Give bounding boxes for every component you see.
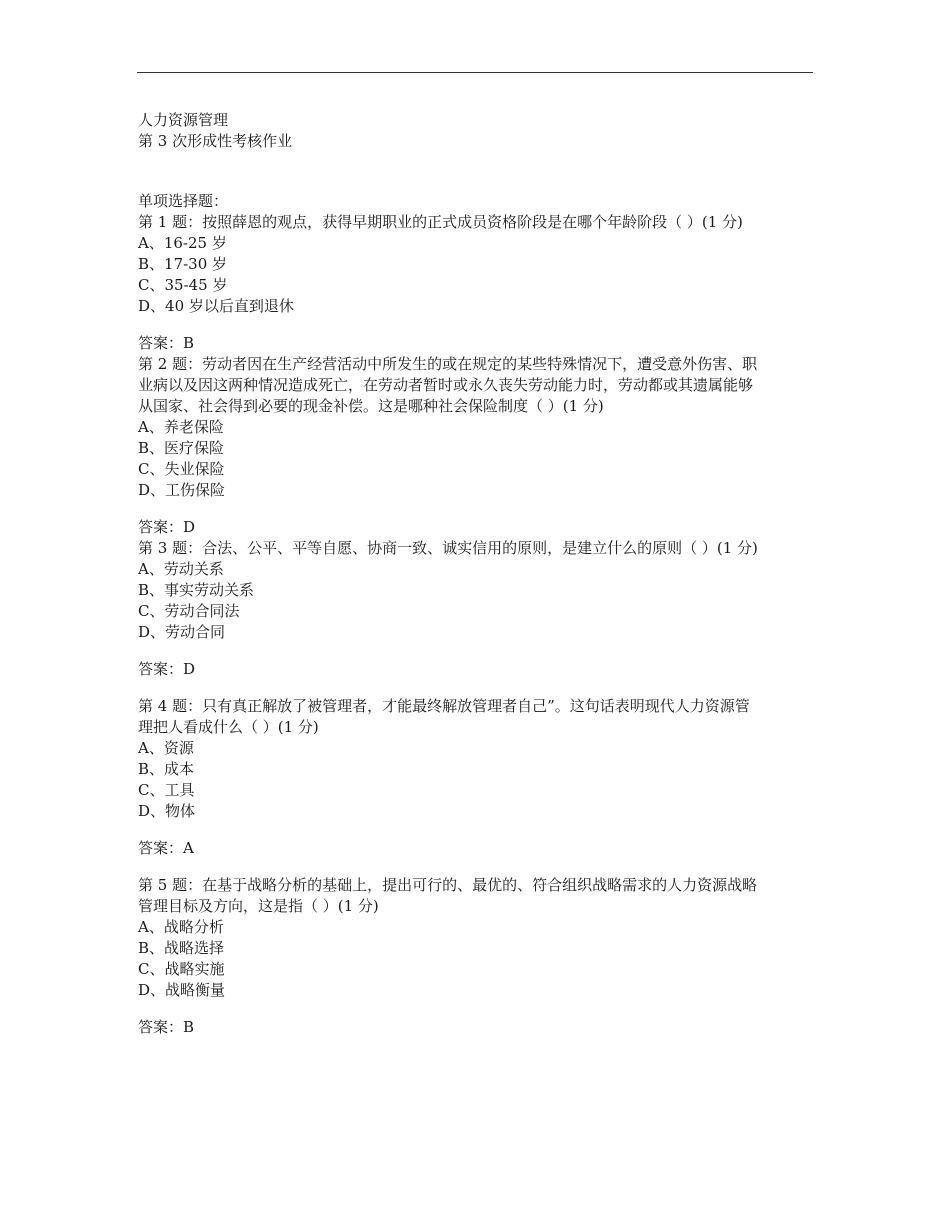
option-a: A、资源	[138, 739, 194, 757]
option-c: C、失业保险	[138, 460, 225, 478]
option-d: D、劳动合同	[138, 623, 226, 641]
question-stem-line-3: 从国家、社会得到必要的现金补偿。这是哪种社会保险制度（ ）(1 分)	[138, 397, 604, 415]
question-stem: 第 3 题：合法、公平、平等自愿、协商一致、诚实信用的原则，是建立什么的原则（ ）(1 分)	[138, 539, 758, 557]
option-d: D、40 岁以后直到退休	[138, 297, 294, 315]
answer: 答案：D	[138, 518, 196, 536]
answer: 答案：A	[138, 839, 194, 857]
question-stem-line-2: 管理目标及方向，这是指（ ）(1 分)	[138, 897, 379, 915]
option-b: B、事实劳动关系	[138, 581, 255, 599]
question-stem-line-2: 业病以及因这两种情况造成死亡，在劳动者暂时或永久丧失劳动能力时，劳动都或其遗属能够	[138, 376, 754, 394]
option-b: B、战略选择	[138, 939, 225, 957]
question-5	[138, 875, 828, 1038]
option-c: C、战略实施	[138, 960, 225, 978]
question-stem-line-1: 第 4 题：只有真正解放了被管理者，才能最终解放管理者自己”。这句话表明现代人力资源管	[138, 697, 750, 715]
section-title: 单项选择题：	[138, 192, 229, 210]
option-d: D、工伤保险	[138, 481, 226, 499]
question-stem-line-1: 第 5 题：在基于战略分析的基础上，提出可行的、最优的、符合组织战略需求的人力资源战略	[138, 876, 758, 894]
question-3	[138, 538, 828, 680]
question-stem-line-1: 第 2 题：劳动者因在生产经营活动中所发生的或在规定的某些特殊情况下，遭受意外伤害、职	[138, 355, 758, 373]
option-d: D、物体	[138, 802, 196, 820]
option-b: B、成本	[138, 760, 195, 778]
header-rule	[137, 72, 813, 73]
answer: 答案：D	[138, 660, 196, 678]
option-b: B、医疗保险	[138, 439, 225, 457]
option-c: C、35-45 岁	[138, 276, 228, 294]
option-a: A、劳动关系	[138, 560, 224, 578]
question-2	[138, 354, 828, 538]
question-stem-line-2: 理把人看成什么（ ）(1 分)	[138, 718, 319, 736]
answer: 答案：B	[138, 1018, 195, 1036]
course-title: 人力资源管理	[138, 111, 229, 129]
option-a: A、16-25 岁	[138, 234, 227, 252]
question-1	[138, 212, 828, 354]
option-b: B、17-30 岁	[138, 255, 228, 273]
option-d: D、战略衡量	[138, 981, 226, 999]
option-c: C、劳动合同法	[138, 602, 240, 620]
answer: 答案：B	[138, 334, 195, 352]
option-c: C、工具	[138, 781, 195, 799]
question-4	[138, 696, 828, 859]
option-a: A、养老保险	[138, 418, 224, 436]
document-body	[138, 110, 828, 1038]
question-stem: 第 1 题：按照薛恩的观点，获得早期职业的正式成员资格阶段是在哪个年龄阶段（ ）(1 分)	[138, 213, 743, 231]
option-a: A、战略分析	[138, 918, 224, 936]
assignment-title: 第 3 次形成性考核作业	[138, 132, 293, 150]
